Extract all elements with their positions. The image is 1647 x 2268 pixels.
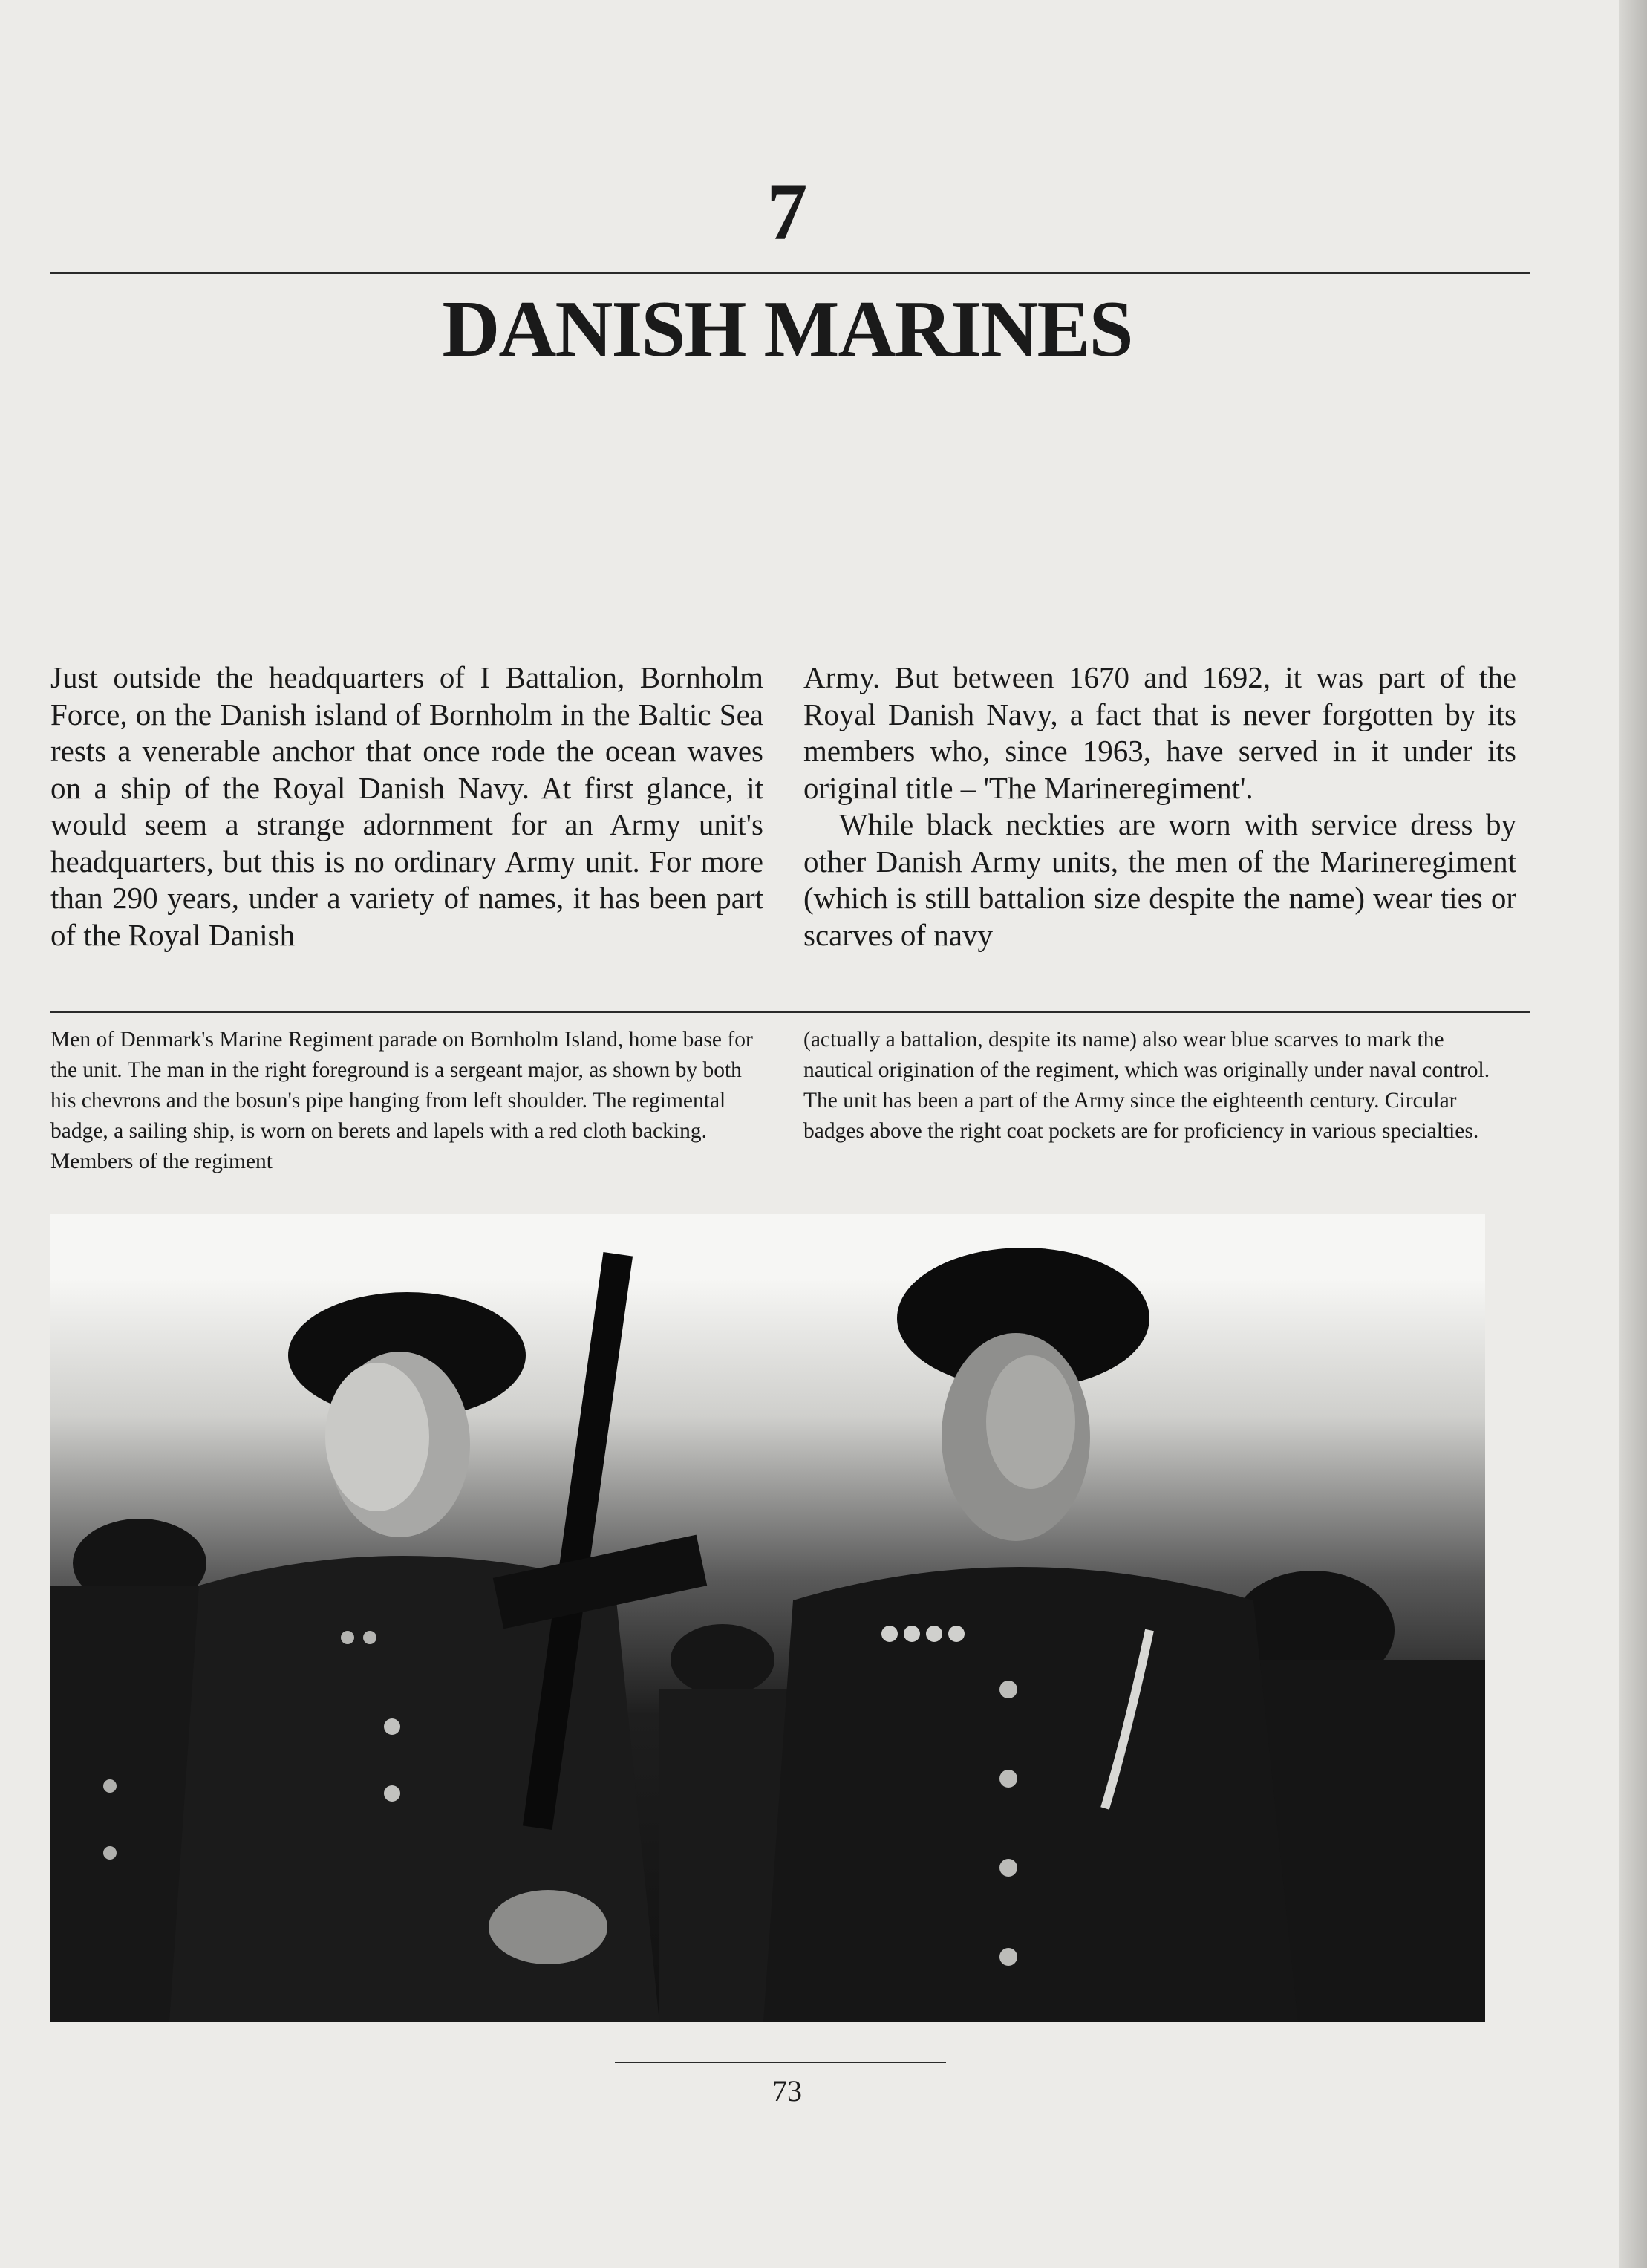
body-paragraph: While black neckties are worn with service dress by other Danish Army units, the men of the Marineregiment (which is still battalion size despite the name) wear ties or scarves of navy — [803, 807, 1516, 952]
body-paragraph: Army. But between 1670 and 1692, it was part of the Royal Danish Navy, a fact that is never forgotten by its members who, since 1963, have served in it under its original title – 'The Marineregiment'. — [803, 660, 1516, 805]
page-number: 73 — [772, 2074, 802, 2108]
footer-rule — [615, 2062, 946, 2063]
chapter-title: DANISH MARINES — [442, 285, 1132, 374]
body-column-left — [50, 659, 763, 1008]
caption-left: Men of Denmark's Marine Regiment parade on Bornholm Island, home base for the unit. The man in the right foreground is a sergeant major, as shown by both his chevrons and the bosun's pipe hanging from left shoulder. The regimental badge, a sailing ship, is worn on berets and lapels with a red cloth backing. Members of the regiment — [50, 1028, 753, 1173]
photo-marines-parade — [50, 1214, 1485, 2022]
body-column-right — [803, 659, 1516, 1008]
title-rule — [50, 272, 1530, 274]
caption-right: (actually a battalion, despite its name) also wear blue scarves to mark the nautical origination of the regiment, which was originally under naval control. The unit has been a part of the Army since the eighteenth century. Circular badges above the right coat pockets are for proficiency in various specialties. — [803, 1028, 1490, 1143]
page-edge-shadow — [1619, 0, 1647, 2268]
chapter-number: 7 — [766, 166, 808, 257]
photo-scene — [50, 1214, 1485, 2022]
body-paragraph: Just outside the headquarters of I Battalion, Bornholm Force, on the Danish island of Bornholm in the Baltic Sea rests a venerable anchor that once rode the ocean waves on a ship of the Royal Danish Navy. At first glance, it would seem a strange adornment for an Army unit's headquarters, but this is no ordinary Army unit. For more than 290 years, under a variety of names, it has been part of the Royal Danish — [50, 660, 763, 952]
caption-rule — [50, 1011, 1530, 1013]
